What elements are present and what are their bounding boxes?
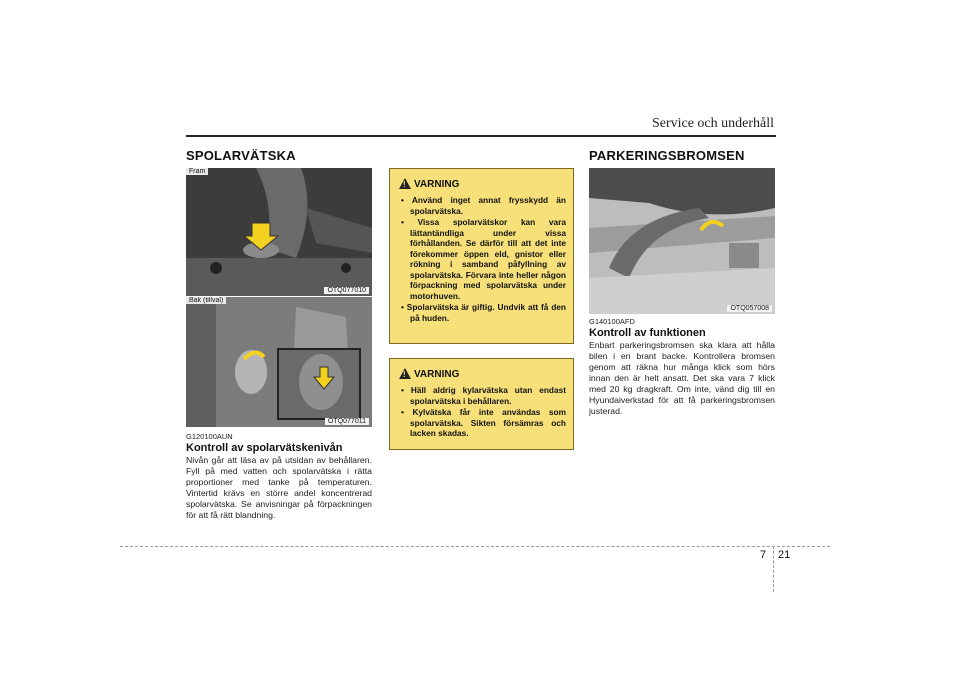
- page-number: 21: [778, 549, 791, 561]
- footer-divider: [773, 546, 774, 592]
- warning-title: VARNING: [414, 369, 460, 380]
- warning-title: VARNING: [414, 179, 460, 190]
- engine-bay-illustration: [186, 168, 372, 296]
- warning-item: • Vissa spolarvätskor kan vara lättantändliga under vissa förhållanden. Se därför till att det inte förekommer öppen eld, gnistor eller rökning i samband påfyllning av spolarvätska. Förvara inte heller någon förpackning med spolarvätska under motorhuven.: [398, 217, 566, 301]
- warning-box-2: [389, 358, 574, 450]
- body-paragraph-washer: Nivån går att läsa av på utsidan av behållaren. Fyll på med vatten och spolarvätska i rätta proportioner med tanke på temperaturen. Vintertid krävs en större andel koncentrerad spolarvätska. Se anvisningar på förpackningen för att få rätt blandning.: [186, 455, 372, 520]
- warning-list: [398, 385, 566, 440]
- reference-code: G120100AUN: [186, 432, 233, 441]
- parking-brake-illustration: [589, 168, 775, 314]
- warning-item: • Häll aldrig kylarvätska utan endast spolarvätska i behållaren.: [398, 385, 566, 406]
- warning-box-1: [389, 168, 574, 344]
- warning-list: [398, 195, 566, 324]
- subheading-level-check: Kontroll av spolarvätskenivån: [186, 442, 343, 454]
- running-header: Service och underhåll: [651, 116, 774, 131]
- parking-brake-photo: [589, 168, 775, 314]
- rear-reservoir-photo: [186, 297, 372, 427]
- photo-code: OTQ077011: [325, 418, 369, 425]
- warning-triangle-icon: [399, 368, 411, 379]
- warning-item: • Använd inget annat frysskydd än spolarvätska.: [398, 195, 566, 216]
- subheading-function-check: Kontroll av funktionen: [589, 327, 706, 339]
- warning-item: • Kylvätska får inte användas som spolarvätska. Sikten försämras och lacken skadas.: [398, 407, 566, 439]
- warning-item: • Spolarvätska är giftig. Undvik att få den på huden.: [398, 302, 566, 323]
- body-paragraph-brake: Enbart parkeringsbromsen ska klara att hålla bilen i en brant backe. Kontrollera bromsen genom att räkna hur många klick som hörs innan den är helt ansatt. Det ska vara 7 klick med 20 kg dragkraft. Om inte, vänd dig till en Hyundaiverkstad för att få parkeringsbromsen justerad.: [589, 340, 775, 416]
- photo-tag-front: Fram: [186, 168, 208, 175]
- section-title-parking-brake: PARKERINGSBROMSEN: [589, 148, 745, 163]
- chapter-number: 7: [760, 549, 767, 561]
- engine-bay-photo: [186, 168, 372, 296]
- footer-rule: [120, 546, 830, 547]
- photo-code: OTQ057008: [727, 305, 772, 312]
- rear-reservoir-illustration: [186, 297, 372, 427]
- reference-code: G140100AFD: [589, 317, 635, 326]
- header-rule: [186, 135, 776, 137]
- photo-code: OTQ077010: [324, 287, 369, 294]
- warning-triangle-icon: [399, 178, 411, 189]
- section-title-washer-fluid: SPOLARVÄTSKA: [186, 148, 296, 163]
- photo-tag-rear: Bak (tillval): [186, 297, 226, 304]
